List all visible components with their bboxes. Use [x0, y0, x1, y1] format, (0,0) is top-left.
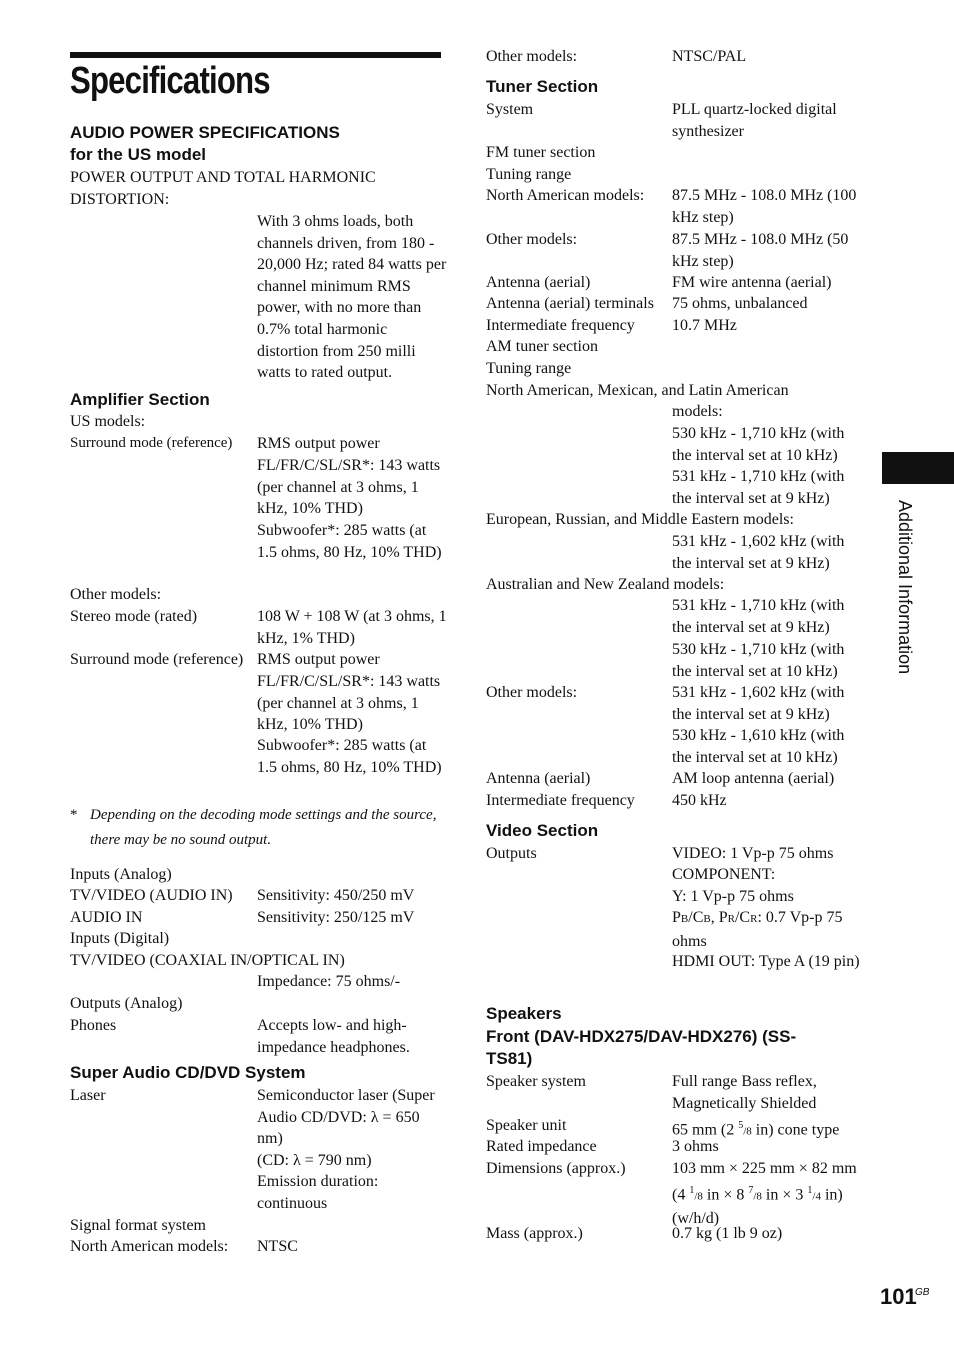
power-output-line1: POWER OUTPUT AND TOTAL HARMONIC [70, 169, 376, 186]
fm-tuning-range-label: Tuning range [486, 166, 572, 183]
dims-text-a: 103 mm × 225 mm × 82 mm (4 [672, 1160, 857, 1203]
spec-value: 10.7 MHz [672, 317, 737, 334]
am-na-value-9k: 531 kHz - 1,710 kHz (with the interval set at 9 kHz) [672, 468, 845, 507]
am-na-heading: North American, Mexican, and Latin American [486, 382, 789, 399]
spec-label: Antenna (aerial) [486, 770, 591, 787]
page-title: Specifications [70, 60, 270, 102]
unit-text-a: 65 mm (2 [672, 1121, 739, 1139]
page-number-suffix: GB [915, 1287, 930, 1298]
footnote-text: Depending on the decoding mode settings and the source, there may be no sound output. [90, 807, 437, 848]
sacd-heading: Super Audio CD/DVD System [70, 1063, 306, 1082]
spec-value: AM loop antenna (aerial) [672, 770, 835, 787]
other-subwoofer-power: Subwoofer*: 285 watts (at 1.5 ohms, 80 Hz, 10% THD) [257, 737, 442, 776]
audio-power-subheading: for the US model [70, 145, 207, 164]
spec-value: Full range Bass reflex, Magnetically Shielded [672, 1073, 817, 1112]
spec-label: Speaker system [486, 1073, 586, 1090]
audio-power-heading: AUDIO POWER SPECIFICATIONS [70, 123, 340, 142]
section-tab-label: Additional Information [895, 500, 915, 675]
spec-value: Accepts low- and high-impedance headphones. [257, 1017, 410, 1056]
power-output-line2: DISTORTION: [70, 191, 170, 208]
spec-value [672, 1158, 862, 1229]
am-au-value-10k: 530 kHz - 1,710 kHz (with the interval set at 10 kHz) [672, 641, 845, 680]
am-au-value-9k: 531 kHz - 1,710 kHz (with the interval set at 9 kHz) [672, 597, 845, 636]
speakers-heading: Speakers [486, 1004, 562, 1023]
coax-impedance: Impedance: 75 ohms/- [257, 973, 401, 990]
other-front-power: FL/FR/C/SL/SR*: 143 watts (per channel at 3 ohms, 1 kHz, 10% THD) [257, 673, 441, 734]
us-subwoofer-power: Subwoofer*: 285 watts (at 1.5 ohms, 80 Hz, 10% THD) [257, 522, 442, 561]
spec-value: 450 kHz [672, 792, 727, 809]
us-front-power: FL/FR/C/SL/SR*: 143 watts (per channel at 3 ohms, 1 kHz, 10% THD) [257, 457, 441, 518]
other-models-label: Other models: [70, 586, 162, 603]
spec-value: 3 ohms [672, 1138, 719, 1155]
spec-label: North American models: [70, 1238, 229, 1255]
cb-letter: /C [688, 909, 704, 926]
spec-label: Dimensions (approx.) [486, 1160, 626, 1177]
spec-label: Phones [70, 1017, 117, 1034]
spec-label: Outputs [486, 845, 537, 862]
pb-sub: B [680, 913, 689, 925]
spec-value: 531 kHz - 1,602 kHz (with the interval set at 9 kHz) [672, 684, 845, 723]
section-tab-marker [882, 452, 954, 484]
hdmi-value: HDMI OUT: Type A (19 pin) [672, 953, 860, 970]
dims-frac3-den: /4 [812, 1189, 821, 1202]
cr-letter: /C [734, 909, 751, 926]
cb-sub: B [703, 913, 711, 925]
spec-value: Sensitivity: 250/125 mV [257, 909, 415, 926]
dims-text-c: in × 3 [761, 1185, 808, 1203]
dims-frac2-den: /8 [753, 1189, 762, 1202]
spec-value: 108 W + 108 W (at 3 ohms, 1 kHz, 1% THD) [257, 608, 447, 647]
dims-frac1-num: 1 [689, 1184, 695, 1196]
am-au-heading: Australian and New Zealand models: [486, 576, 725, 593]
footnote-mark: * [70, 807, 78, 823]
spec-value: RMS output power [257, 435, 380, 452]
spec-value: Semiconductor laser (Super Audio CD/DVD: λ = 650 nm) [257, 1087, 435, 1148]
spec-label: AUDIO IN [70, 909, 143, 926]
pb-letter: P [672, 909, 681, 926]
spec-label: System [486, 101, 534, 118]
am-na-models: models: [672, 403, 723, 420]
am-tuning-range-label: Tuning range [486, 360, 572, 377]
am-eu-heading: European, Russian, and Middle Eastern models: [486, 511, 794, 528]
dims-text-d: in) (w/h/d) [672, 1185, 843, 1227]
spec-value: 75 ohms, unbalanced [672, 295, 808, 312]
pr-letter: , P [710, 909, 728, 926]
signal-format-label: Signal format system [70, 1217, 206, 1234]
spec-label: Intermediate frequency [486, 317, 635, 334]
am-eu-value: 531 kHz - 1,602 kHz (with the interval set at 9 kHz) [672, 533, 845, 572]
spec-value: FM wire antenna (aerial) [672, 274, 832, 291]
pbpr-value-text: : 0.7 Vp-p 75 ohms [672, 909, 843, 950]
dims-text-b: in × 8 [702, 1185, 749, 1203]
component-y-value: Y: 1 Vp-p 75 ohms [672, 888, 794, 905]
us-models-label: US models: [70, 413, 146, 430]
spec-value: 87.5 MHz - 108.0 MHz (100 kHz step) [672, 187, 857, 226]
cr-sub: R [750, 913, 758, 925]
spec-label: Stereo mode (rated) [70, 608, 198, 625]
pr-sub: R [727, 913, 735, 925]
spec-value: 87.5 MHz - 108.0 MHz (50 kHz step) [672, 231, 849, 270]
spec-label: Surround mode (reference) [70, 651, 244, 668]
spec-label: Antenna (aerial) [486, 274, 591, 291]
spec-label: Speaker unit [486, 1117, 567, 1134]
inputs-digital-label: Inputs (Digital) [70, 930, 170, 947]
laser-emission-value: Emission duration: continuous [257, 1173, 379, 1212]
am-section-label: AM tuner section [486, 338, 598, 355]
unit-frac-den: /8 [743, 1125, 752, 1138]
spec-value: 0.7 kg (1 lb 9 oz) [672, 1225, 783, 1242]
dims-frac1-den: /8 [694, 1189, 703, 1202]
spec-label: Other models: [486, 48, 578, 65]
front-speaker-heading: Front (DAV-HDX275/DAV-HDX276) (SS-TS81) [486, 1027, 797, 1068]
spec-label: Surround mode (reference) [70, 435, 233, 451]
spec-value: PLL quartz-locked digital synthesizer [672, 101, 837, 140]
fm-section-label: FM tuner section [486, 144, 596, 161]
coax-label: TV/VIDEO (COAXIAL IN/OPTICAL IN) [70, 952, 345, 969]
video-heading: Video Section [486, 821, 599, 840]
unit-frac-num: 5 [738, 1120, 744, 1131]
spec-value: RMS output power [257, 651, 380, 668]
power-output-description: With 3 ohms loads, both channels driven, from 180 - 20,000 Hz; rated 84 watts per channel minimum RMS power, with no more than 0.7% total harmonic distortion from 250 milli watts to rated output. [257, 213, 447, 382]
component-label: COMPONENT: [672, 866, 776, 883]
spec-label: Other models: [486, 231, 578, 248]
spec-value: VIDEO: 1 Vp-p 75 ohms [672, 845, 834, 862]
dims-frac3-num: 1 [807, 1184, 813, 1196]
spec-value: Sensitivity: 450/250 mV [257, 887, 415, 904]
spec-value: NTSC/PAL [672, 48, 747, 65]
amplifier-heading: Amplifier Section [70, 390, 210, 409]
spec-label: Intermediate frequency [486, 792, 635, 809]
footnote [70, 803, 442, 853]
title-rule [70, 52, 441, 58]
outputs-analog-label: Outputs (Analog) [70, 995, 183, 1012]
inputs-analog-label: Inputs (Analog) [70, 866, 172, 883]
spec-label: Rated impedance [486, 1138, 597, 1155]
unit-text-b: in) cone type [751, 1121, 840, 1139]
spec-value: NTSC [257, 1238, 298, 1255]
page-number: 101 [880, 1284, 917, 1309]
laser-cd-value: (CD: λ = 790 nm) [257, 1152, 372, 1169]
component-pbpr-value [672, 907, 862, 952]
spec-label: Laser [70, 1087, 106, 1104]
am-other-value-10k: 530 kHz - 1,610 kHz (with the interval set at 10 kHz) [672, 727, 845, 766]
am-na-value-10k: 530 kHz - 1,710 kHz (with the interval set at 10 kHz) [672, 425, 845, 464]
spec-label: Other models: [486, 684, 578, 701]
dims-frac2-num: 7 [748, 1184, 754, 1196]
spec-label: Antenna (aerial) terminals [486, 295, 654, 312]
spec-label: Mass (approx.) [486, 1225, 583, 1242]
tuner-heading: Tuner Section [486, 77, 599, 96]
spec-label: TV/VIDEO (AUDIO IN) [70, 887, 233, 904]
spec-label: North American models: [486, 187, 645, 204]
